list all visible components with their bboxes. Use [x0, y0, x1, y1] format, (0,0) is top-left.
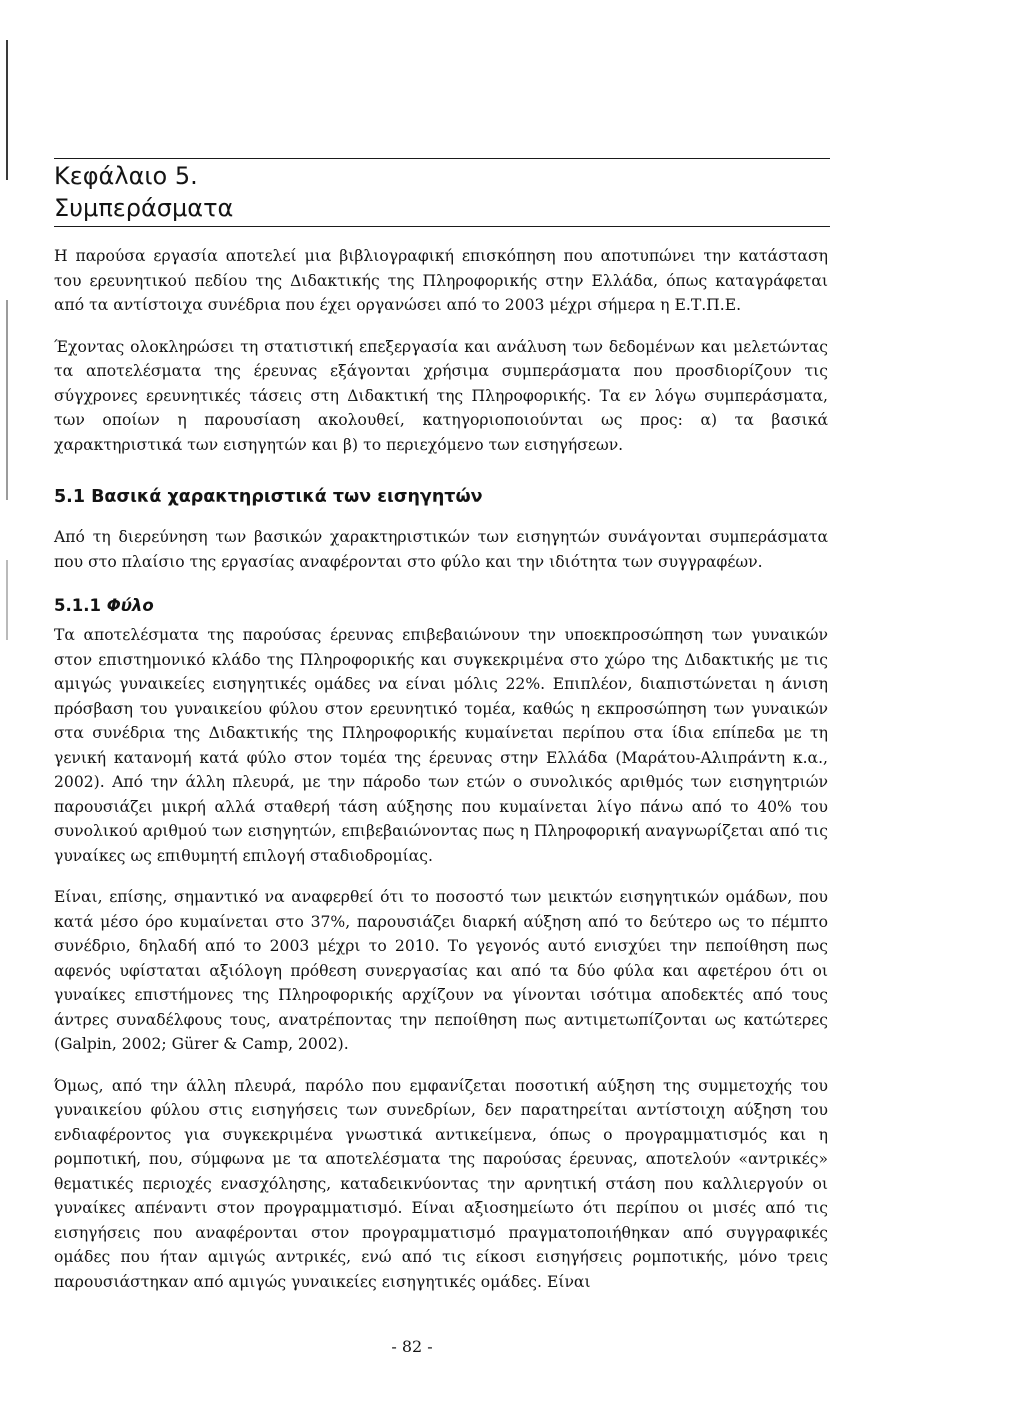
section-paragraph: Από τη διερεύνηση των βασικών χαρακτηριστικών των εισηγητών συνάγονται συμπεράσματα που στο πλαίσιο της εργασίας αναφέρονται στο φύλο και την ιδιότητα των συγγραφέων. — [54, 528, 828, 571]
subsection-paragraph: Όμως, από την άλλη πλευρά, παρόλο που εμφανίζεται ποσοτική αύξηση της συμμετοχής του γυναικείου φύλου στις εισηγήσεις των συνεδρίων, δεν παρατηρείται αντίστοιχη αύξηση του ενδιαφέροντος για συγκεκριμένα γνωστικά αντικείμενα, όπως ο προγραμματισμός και η ρομποτική, που, σύμφωνα με τα αποτελέσματα της παρούσας έρευνας, αποτελούν «αντρικές» θεματικές περιοχές ενασχόλησης, καταδεικνύοντας την αρνητική στάση που καλλιεργούν οι γυναίκες απέναντι στον προγραμματισμό. Είναι αξιοσημείωτο ότι περίπου οι μισές από τις εισηγήσεις που αναφέρονται στον προγραμματισμό πραγματοποιήθηκαν από συγγραφικές ομάδες που ήταν αμιγώς αντρικές, ενώ από τις είκοσι εισηγήσεις ρομποτικής, μόνο τρεις παρουσιάστηκαν από αμιγώς γυναικείες εισηγητικές ομάδες. Είναι — [54, 1076, 828, 1291]
chapter-header — [54, 158, 830, 227]
subsection-paragraph: Τα αποτελέσματα της παρούσας έρευνας επιβεβαιώνουν την υποεκπροσώπηση των γυναικών στον επιστημονικό κλάδο της Πληροφορικής και συγκεκριμένα στο χώρο της Διδακτικής με τις αμιγώς γυναικείες εισηγητικές ομάδες να είναι μόλις 22%. Επιπλέον, διαπιστώνεται η άνιση πρόσβαση του γυναικείου φύλου στον ερευνητικό τομέα, καθώς η εκπροσώπηση των γυναικών στα συνέδρια της Διδακτικής της Πληροφορικής κυμαίνεται περίπου στα ίδια επίπεδα με τη γενική κατανομή κατά φύλο στον τομέα της έρευνας στην Ελλάδα (Μαράτου-Αλιπράντη κ.α., 2002). Από την άλλη πλευρά, με την πάροδο των ετών ο συνολικός αριθμός των εισηγητριών παρουσιάζει μικρή αλλά σταθερή τάση αύξησης που κυμαίνεται λίγο πάνω από το 40% του συνολικού αριθμού των εισηγητών, επιβεβαιώνοντας πως η Πληροφορική αναγνωρίζεται από τις γυναίκες ως επιθυμητή επιλογή σταδιοδρομίας. — [54, 626, 828, 865]
subsection-title: Φύλο — [106, 596, 154, 615]
subsection-heading-wrap — [54, 594, 828, 618]
subsection-paragraph: Είναι, επίσης, σημαντικό να αναφερθεί ότι το ποσοστό των μεικτών εισηγητικών ομάδων, που κατά μέσο όρο κυμαίνεται στο 37%, παρουσιάζει διαρκή αύξηση από το δεύτερο ως το πέμπτο συνέδριο, δηλαδή από το 2003 μέχρι το 2010. Το γεγονός αυτό ενισχύει την πεποίθηση πως αφενός υφίσταται αξιόλογη πρόθεση συνεργασίας και από τα δύο φύλα και αφετέρου ότι οι γυναίκες επιστήμονες της Πληροφορικής αρχίζουν να γίνονται ισότιμα αποδεκτές από τους άντρες συναδέλφους τους, ανατρέποντας την πεποίθηση πως αντιμετωπίζονται ως κατώτερες (Galpin, 2002; Gürer & Camp, 2002). — [54, 888, 828, 1053]
chapter-title: Συμπεράσματα — [54, 194, 234, 222]
section-heading: 5.1 Βασικά χαρακτηριστικά των εισηγητών — [54, 487, 483, 507]
section-heading-wrap — [54, 484, 828, 510]
chapter-label: Κεφάλαιο 5. — [54, 162, 198, 190]
bottom-rule — [54, 226, 830, 227]
scan-edge-mark — [6, 40, 8, 180]
subsection-number: 5.1.1 — [54, 596, 101, 615]
page-number: - 82 - — [391, 1337, 433, 1356]
page-body — [54, 244, 828, 1294]
scan-edge-mark — [6, 300, 8, 500]
subsection-heading — [54, 594, 828, 618]
intro-paragraph: Έχοντας ολοκληρώσει τη στατιστική επεξεργασία και ανάλυση των δεδομένων και μελετώντας τα αποτελέσματα της έρευνας εξάγονται χρήσιμα συμπεράσματα που προσδιορίζουν τις σύγχρονες ερευνητικές τάσεις στη Διδακτική της Πληροφορικής. Τα εν λόγω συμπεράσματα, των οποίων η παρουσίαση ακολουθεί, κατηγοριοποιούνται ως προς: α) τα βασικά χαρακτηριστικά των εισηγητών και β) το περιεχόμενο των εισηγήσεων. — [54, 337, 828, 454]
top-rule — [54, 158, 830, 159]
intro-paragraph: Η παρούσα εργασία αποτελεί μια βιβλιογραφική επισκόπηση που αποτυπώνει την κατάσταση του ερευνητικού πεδίου της Διδακτικής της Πληροφορικής στην Ελλάδα, όπως καταγράφεται από τα αντίστοιχα συνέδρια που έχει οργανώσει από το 2003 μέχρι σήμερα η Ε.Τ.Π.Ε. — [54, 247, 828, 314]
scan-edge-mark — [6, 560, 8, 640]
